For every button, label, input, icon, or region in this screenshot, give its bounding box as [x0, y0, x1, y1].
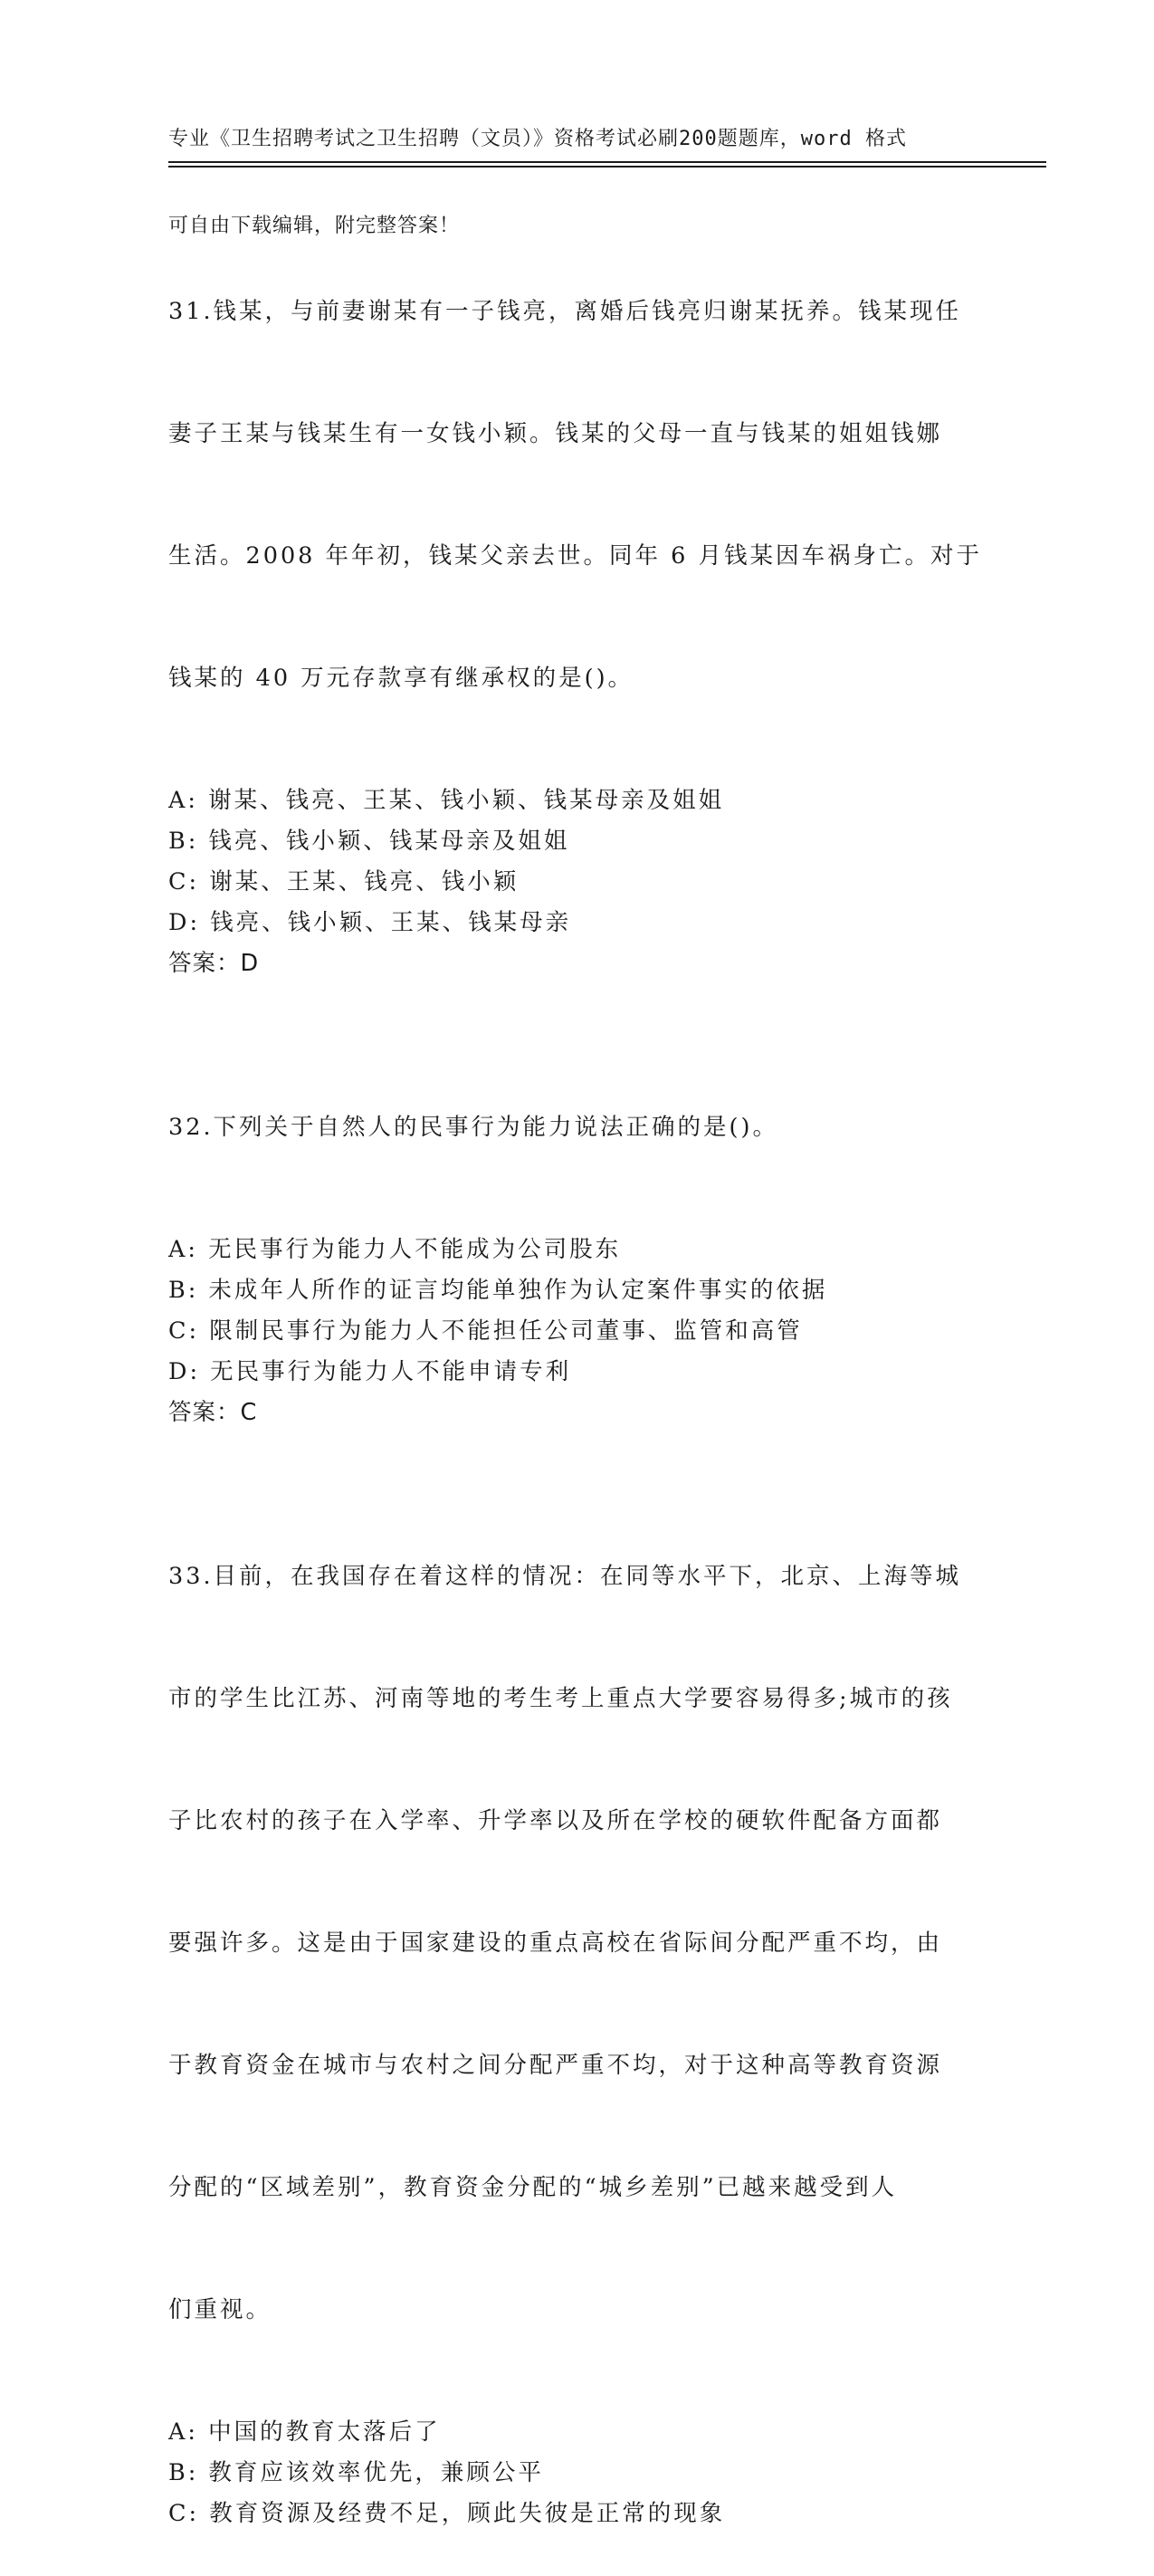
header-title-line-1: 专业《卫生招聘考试之卫生招聘（文员）》资格考试必刷200题题库，word 格式 — [168, 128, 907, 150]
option-d: D: 钱亮、钱小颖、王某、钱某母亲 — [168, 909, 572, 936]
question-stem — [168, 1475, 983, 2412]
question-stem-line: 于教育资金在城市与农村之间分配严重不均，对于这种高等教育资源 — [168, 2052, 943, 2079]
question-stem-line: 子比农村的孩子在入学率、升学率以及所在学校的硬软件配备方面都 — [168, 1807, 943, 1834]
question-stem — [168, 1026, 983, 1230]
option-b: B: 教育应该效率优先，兼顾公平 — [168, 2459, 544, 2486]
question-stem-line: 妻子王某与钱某生有一女钱小颖。钱某的父母一直与钱某的姐姐钱娜 — [168, 420, 943, 447]
question-stem — [168, 210, 983, 780]
option-c: C: 谢某、王某、钱亮、钱小颖 — [168, 868, 520, 895]
option-a: A: 谢某、钱亮、王某、钱小颖、钱某母亲及姐姐 — [168, 787, 725, 814]
option-d: D: 无民事行为能力人不能申请专利 — [168, 1358, 572, 1385]
option-b: B: 钱亮、钱小颖、钱某母亲及姐姐 — [168, 828, 570, 855]
answer-label: 答案：C — [168, 1399, 258, 1426]
option-a: A: 中国的教育太落后了 — [168, 2418, 441, 2446]
header-divider-top — [168, 161, 1046, 163]
option-a: A: 无民事行为能力人不能成为公司股东 — [168, 1236, 622, 1263]
question-stem-line: 要强许多。这是由于国家建设的重点高校在省际间分配严重不均，由 — [168, 1930, 943, 1957]
question-31 — [168, 210, 983, 984]
question-stem-line: 市的学生比江苏、河南等地的考生考上重点大学要容易得多;城市的孩 — [168, 1685, 953, 1712]
question-stem-line: 31.钱某，与前妻谢某有一子钱亮，离婚后钱亮归谢某抚养。钱某现任 — [168, 298, 962, 325]
question-stem-line: 生活。2008 年年初，钱某父亲去世。同年 6 月钱某因车祸身亡。对于 — [168, 542, 982, 570]
question-stem-line: 33.目前，在我国存在着这样的情况：在同等水平下，北京、上海等城 — [168, 1563, 962, 1590]
option-b: B: 未成年人所作的证言均能单独作为认定案件事实的依据 — [168, 1277, 828, 1304]
option-c: C: 限制民事行为能力人不能担任公司董事、监管和高管 — [168, 1317, 803, 1345]
header-divider-bottom — [168, 166, 1046, 168]
question-33 — [168, 1475, 983, 2534]
question-stem-line: 32.下列关于自然人的民事行为能力说法正确的是()。 — [168, 1114, 778, 1141]
question-stem-line: 钱某的 40 万元存款享有继承权的是()。 — [168, 665, 634, 692]
header-title-line-2: 可自由下载编辑，附完整答案！ — [168, 215, 461, 237]
question-list — [168, 210, 983, 2576]
answer-label: 答案：D — [168, 950, 260, 977]
question-stem-line: 们重视。 — [168, 2296, 272, 2323]
option-c: C: 教育资源及经费不足，顾此失彼是正常的现象 — [168, 2500, 726, 2527]
question-stem-line: 分配的“区域差别”，教育资金分配的“城乡差别”已越来越受到人 — [168, 2174, 898, 2201]
question-32 — [168, 1026, 983, 1433]
